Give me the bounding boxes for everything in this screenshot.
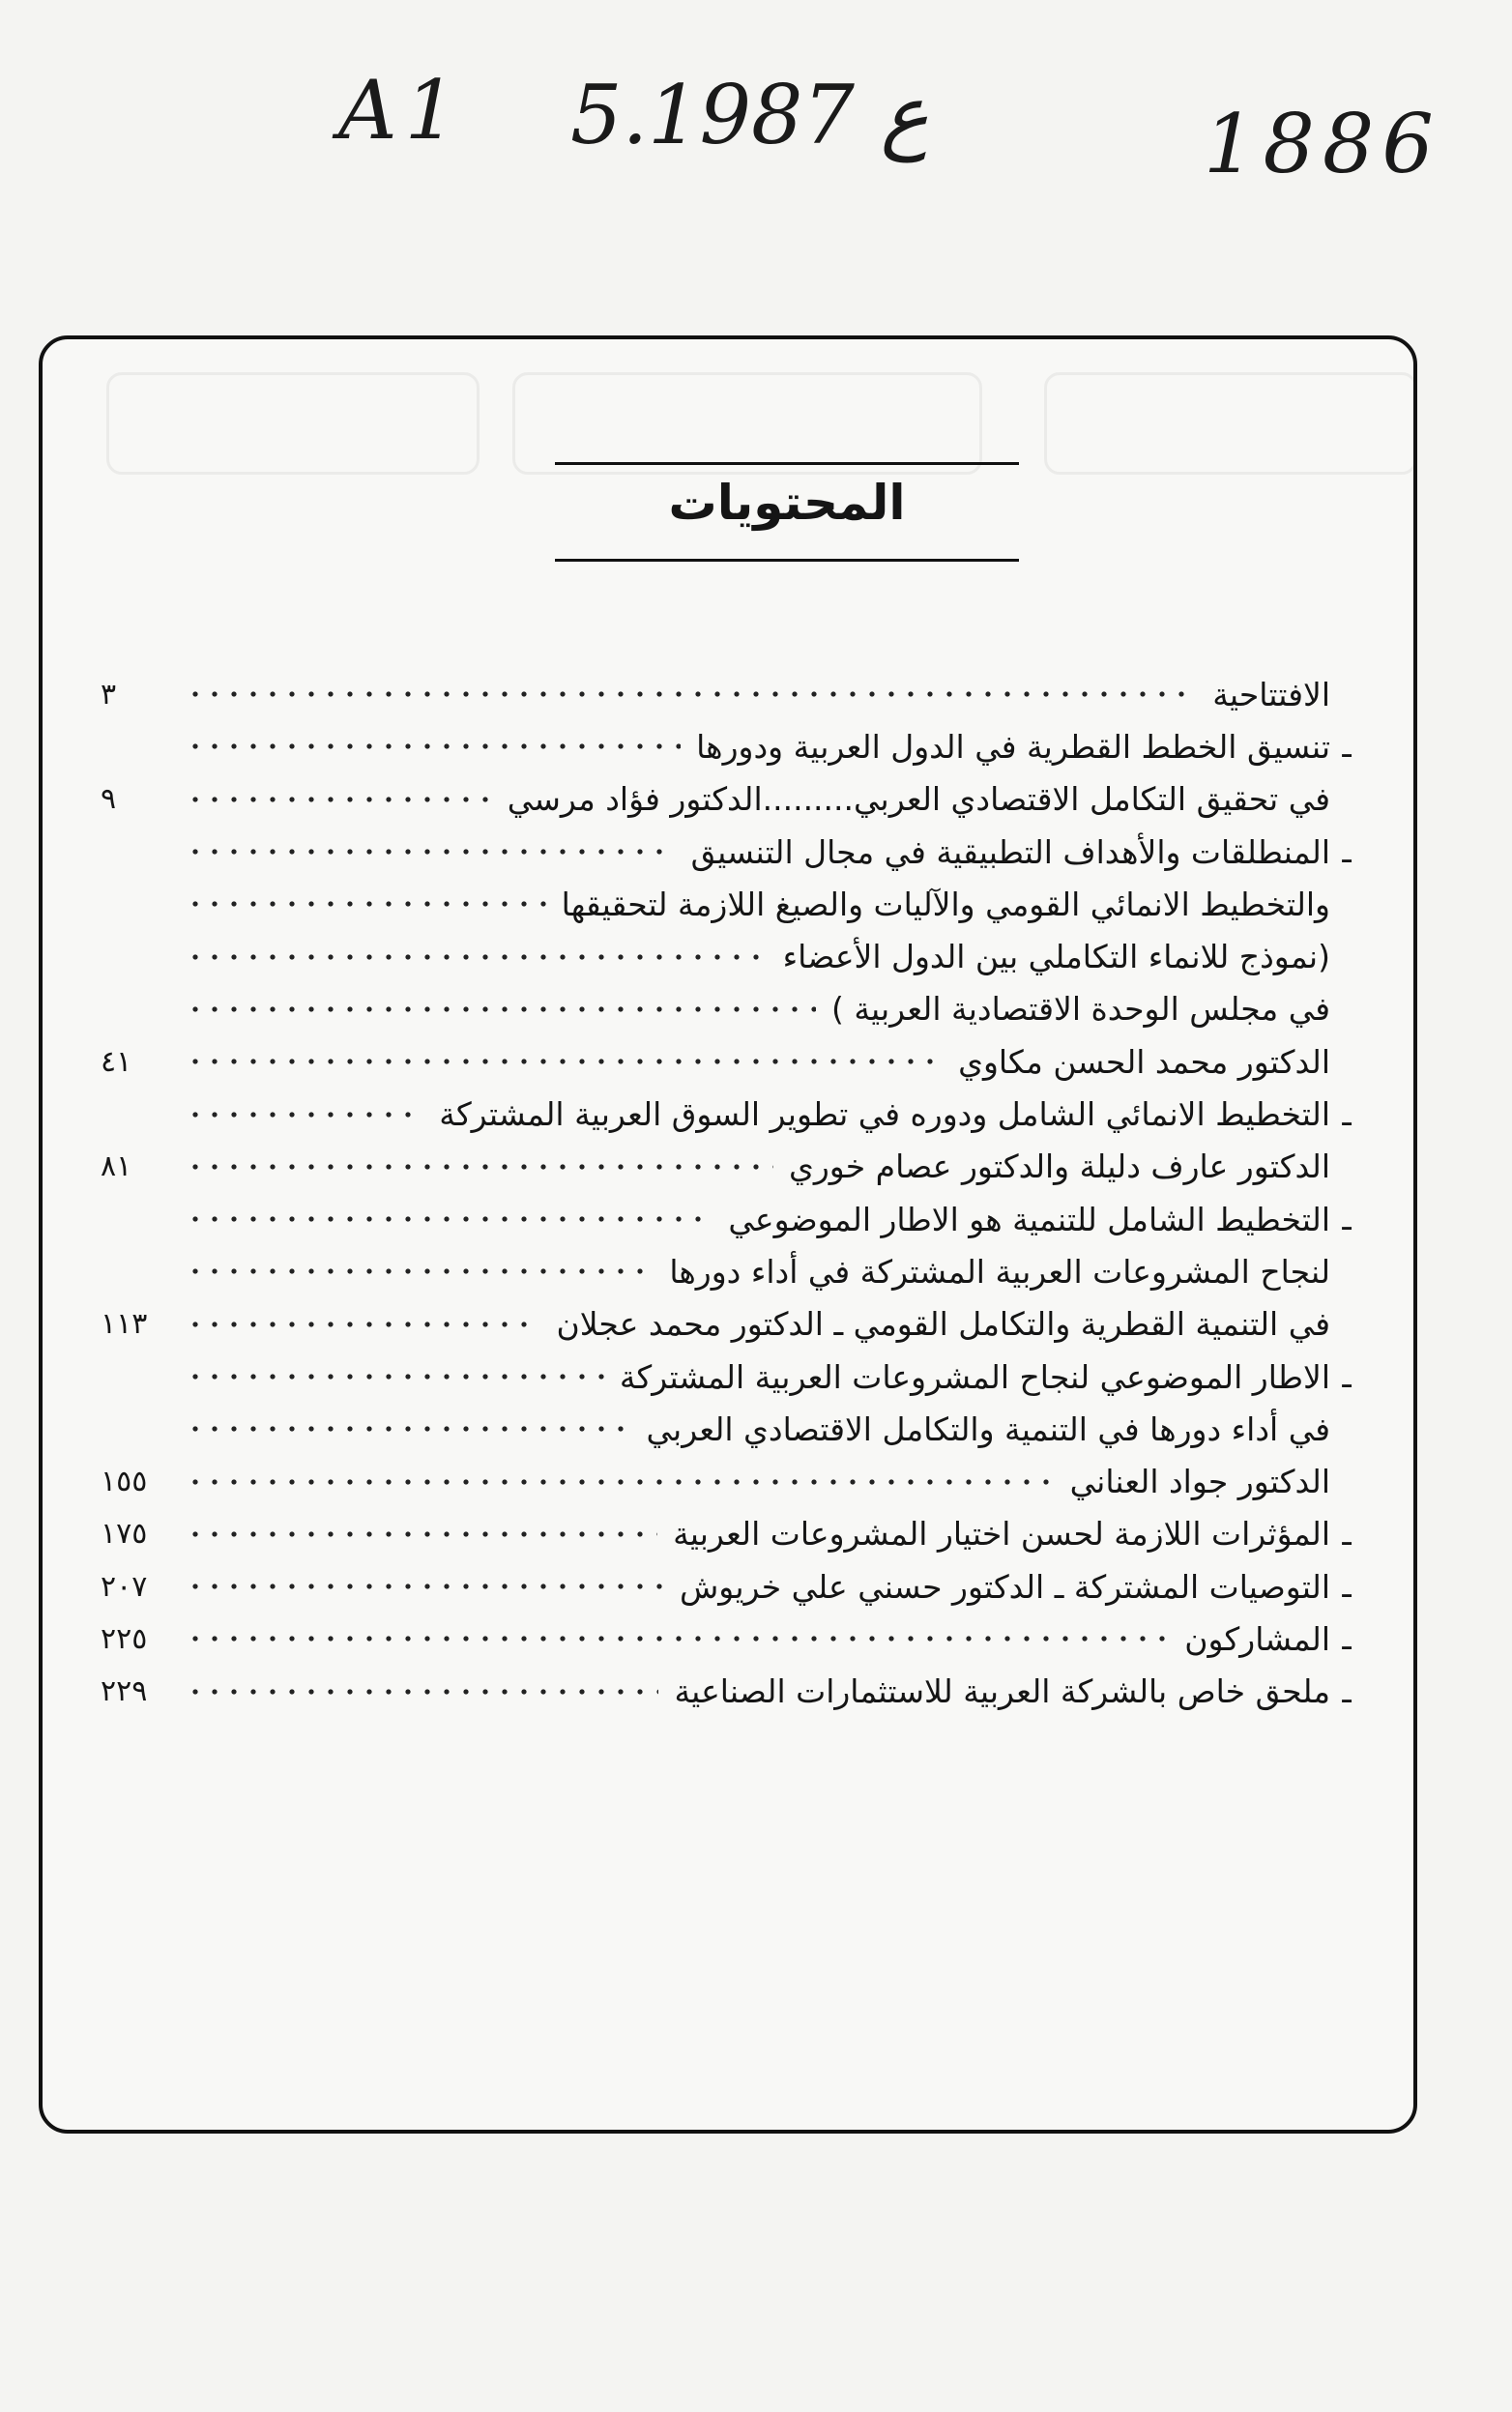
toc-entry-text: الدكتور عارف دليلة والدكتور عصام خوري xyxy=(788,1148,1330,1186)
dot-leader xyxy=(186,1267,654,1275)
toc-entry-text: (نموذج للانماء التكاملي بين الدول الأعضاء xyxy=(782,938,1330,976)
dot-leader xyxy=(186,1688,658,1696)
toc-entry-text: المؤثرات اللازمة لحسن اختيار المشروعات العربية xyxy=(673,1515,1330,1554)
toc-dash: ـ xyxy=(1342,1095,1352,1133)
toc-entry-text: في التنمية القطرية والتكامل القومي ـ الدكتور محمد عجلان xyxy=(556,1305,1330,1344)
toc-page-number: ٢٠٧ xyxy=(101,1569,148,1604)
dot-leader xyxy=(186,1005,816,1013)
dot-leader xyxy=(186,848,676,856)
toc-row xyxy=(101,1088,1357,1140)
toc-dash: ـ xyxy=(1342,1620,1352,1658)
toc-row xyxy=(101,1035,1357,1088)
toc-row xyxy=(101,1403,1357,1455)
toc-row xyxy=(101,1455,1357,1507)
toc-row xyxy=(101,983,1357,1035)
dot-leader xyxy=(186,953,768,961)
toc-page-number: ١٧٥ xyxy=(101,1517,148,1552)
toc-page-number: ٣ xyxy=(101,677,117,712)
toc-row xyxy=(101,1245,1357,1297)
dot-leader xyxy=(186,1215,712,1223)
toc-page-number: ١٥٥ xyxy=(101,1465,148,1499)
toc-entry-text: المنطلقات والأهداف التطبيقية في مجال التنسيق xyxy=(690,832,1330,871)
toc-page-number: ٩ xyxy=(101,782,117,817)
toc-entry-text: المشاركون xyxy=(1184,1619,1330,1658)
handwritten-number: 1886 xyxy=(1204,97,1441,191)
toc-dash: ـ xyxy=(1342,728,1352,766)
toc-dash: ـ xyxy=(1342,1358,1352,1395)
contents-card xyxy=(39,335,1417,2134)
toc-row xyxy=(101,1666,1357,1718)
toc-entry-text: الدكتور جواد العناني xyxy=(1069,1463,1330,1501)
title-rule-bottom xyxy=(555,559,1019,562)
dot-leader xyxy=(186,796,492,803)
dot-leader xyxy=(186,742,681,750)
toc-row xyxy=(101,1351,1357,1403)
toc-row xyxy=(101,878,1357,930)
toc-row xyxy=(101,1298,1357,1351)
toc-entry-text: الاطار الموضوعي لنجاح المشروعات العربية المشتركة xyxy=(619,1357,1330,1396)
toc-row xyxy=(101,720,1357,772)
toc-dash: ـ xyxy=(1342,1672,1352,1710)
toc-row xyxy=(101,826,1357,878)
toc-page-number: ٢٢٩ xyxy=(101,1674,148,1709)
handwritten-date: 5.ع 1987 xyxy=(570,68,929,162)
toc-row xyxy=(101,668,1357,720)
toc-entry-text: التخطيط الانمائي الشامل ودوره في تطوير السوق العربية المشتركة xyxy=(439,1095,1330,1134)
toc-entry-text: والتخطيط الانمائي القومي والآليات والصيغ اللازمة لتحقيقها xyxy=(561,885,1330,923)
toc-page-number: ١١٣ xyxy=(101,1307,148,1342)
toc-dash: ـ xyxy=(1342,1568,1352,1606)
dot-leader xyxy=(186,690,1197,698)
toc-dash: ـ xyxy=(1342,1515,1352,1553)
toc-entry-text: التخطيط الشامل للتنمية هو الاطار الموضوعي xyxy=(728,1200,1330,1238)
toc-row xyxy=(101,1193,1357,1245)
toc-entry-text: التوصيات المشتركة ـ الدكتور حسني علي خريوش xyxy=(680,1567,1330,1606)
toc-row xyxy=(101,1141,1357,1193)
toc-row xyxy=(101,773,1357,826)
toc-row xyxy=(101,1560,1357,1613)
handwritten-code: A1 xyxy=(338,63,465,158)
toc-row xyxy=(101,930,1357,982)
toc-entry-text: الافتتاحية xyxy=(1212,675,1330,713)
toc-page-number: ٨١ xyxy=(101,1149,132,1184)
dot-leader xyxy=(186,1111,423,1119)
toc-entry-text: لنجاح المشروعات العربية المشتركة في أداء دورها xyxy=(669,1252,1330,1291)
dot-leader xyxy=(186,1058,943,1065)
dot-leader xyxy=(186,1425,631,1433)
toc-entry-text: ملحق خاص بالشركة العربية للاستثمارات الصناعية xyxy=(674,1672,1330,1711)
dot-leader xyxy=(186,1635,1169,1642)
dot-leader xyxy=(186,1583,664,1590)
dot-leader xyxy=(186,1478,1055,1486)
toc-dash: ـ xyxy=(1342,833,1352,871)
title-rule-top xyxy=(555,462,1019,465)
toc-entry-text: في أداء دورها في التنمية والتكامل الاقتصادي العربي xyxy=(646,1409,1330,1448)
toc-dash: ـ xyxy=(1342,1201,1352,1238)
toc-row xyxy=(101,1613,1357,1665)
dot-leader xyxy=(186,900,546,908)
toc-page-number: ٤١ xyxy=(101,1044,132,1079)
dot-leader xyxy=(186,1321,540,1328)
toc-entry-text: تنسيق الخطط القطرية في الدول العربية ودورها xyxy=(696,727,1330,766)
page-title: المحتويات xyxy=(668,475,906,531)
dot-leader xyxy=(186,1530,657,1538)
toc-entry-text: الدكتور محمد الحسن مكاوي xyxy=(958,1042,1330,1081)
dot-leader xyxy=(186,1373,604,1380)
toc-page-number: ٢٢٥ xyxy=(101,1621,148,1656)
toc-entry-text: في مجلس الوحدة الاقتصادية العربية ) xyxy=(830,990,1330,1029)
toc-row xyxy=(101,1508,1357,1560)
dot-leader xyxy=(186,1163,773,1171)
toc-list xyxy=(101,668,1357,1718)
toc-entry-text: في تحقيق التكامل الاقتصادي العربي.........الدكتور فؤاد مرسي xyxy=(507,780,1330,819)
